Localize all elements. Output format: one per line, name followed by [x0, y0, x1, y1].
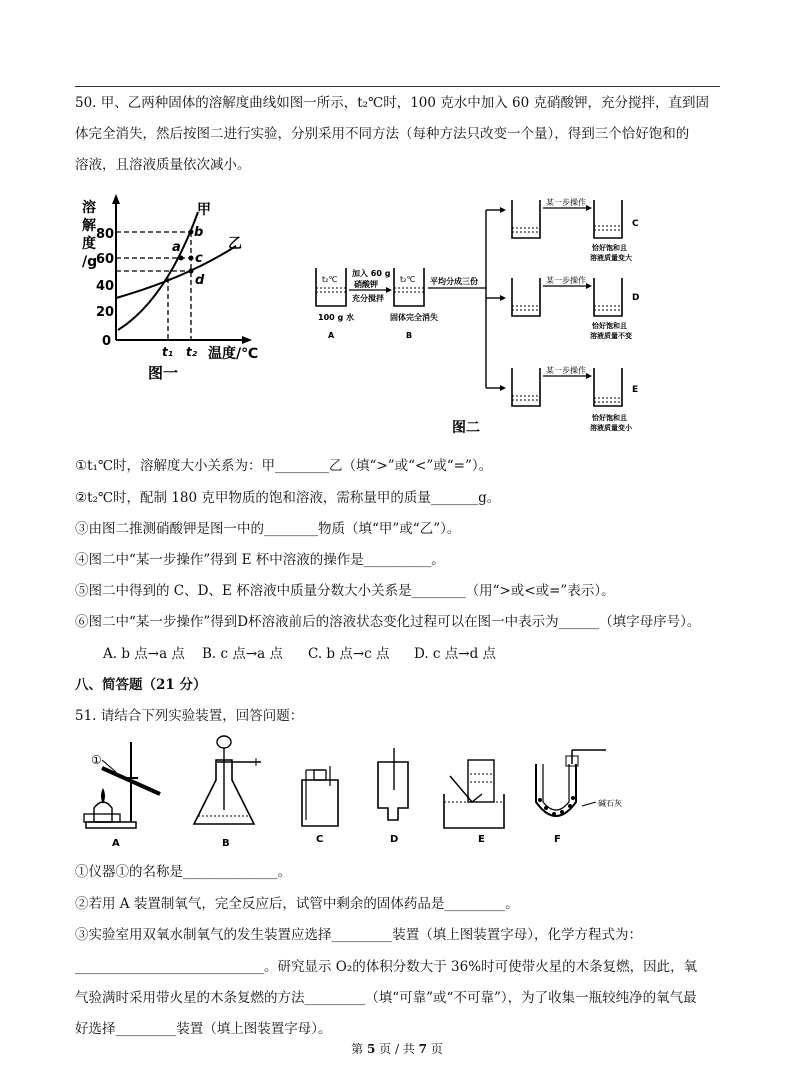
series-jia-label: 甲 [197, 202, 211, 218]
svg-text:恰好饱和且: 恰好饱和且 [592, 244, 627, 252]
q50-sub1: ①t₁℃时，溶解度大小关系为：甲________乙（填“>”或“<”或“=”）。 [75, 458, 493, 474]
q51-sub2: ②若用 A 装置制氧气，完全反应后，试管中剩余的固体药品是_________。 [75, 896, 519, 912]
q50-line3: 溶液，且溶液质量依次减小。 [75, 157, 251, 173]
label-c: c [195, 251, 203, 266]
point-a [179, 256, 184, 261]
figure-apparatus [76, 730, 636, 850]
svg-text:加入 60 g: 加入 60 g [352, 269, 391, 278]
ytick-40: 40 [96, 279, 115, 294]
beaker-a-label: 100 g 水 [318, 313, 354, 322]
soda-lime-label: 碱石灰 [598, 799, 622, 808]
q50-option-b: B. c 点→a 点 [202, 646, 284, 662]
q51-sub3b [75, 957, 697, 977]
figure-1-solubility-chart [76, 188, 276, 388]
apparatus-f-label: F [554, 834, 561, 845]
page-total: 7 [418, 1042, 428, 1056]
apparatus-e-label: E [478, 834, 485, 845]
figure-2-caption: 图二 [452, 420, 480, 436]
label-a: a [172, 240, 181, 255]
svg-text:硝酸钾: 硝酸钾 [354, 280, 378, 289]
q50-option-d: D. c 点→d 点 [414, 646, 497, 662]
q50-sub2: ②t₂℃时，配制 180 克甲物质的饱和溶液，需称量甲的质量_______g。 [75, 490, 501, 506]
apparatus-b-label: B [222, 838, 230, 849]
y-label-char-2: 解 [82, 218, 96, 234]
q50-sub4: ④图二中“某一步操作”得到 E 杯中溶液的操作是__________。 [75, 552, 445, 568]
q51-sub3b-text: 。研究显示 O₂的体积分数大于 36%时可使带火星的木条复燃，因此，氧 [264, 959, 698, 975]
label-b: b [194, 225, 204, 240]
page-number: 5 [366, 1042, 376, 1056]
x-axis-label: 温度/℃ [208, 346, 259, 362]
svg-text:某一步操作: 某一步操作 [546, 198, 586, 207]
svg-text:t₂℃: t₂℃ [400, 275, 416, 284]
ytick-0: 0 [102, 334, 112, 349]
marker-1: ① [91, 753, 102, 767]
section-8-title: 八、简答题（21 分） [75, 677, 207, 693]
svg-text:某一步操作: 某一步操作 [546, 366, 586, 375]
beaker-a-letter: A [328, 331, 335, 340]
q51-sub1: ①仪器①的名称是______________。 [75, 864, 291, 880]
q50-line1: 50. 甲、乙两种固体的溶解度曲线如图一所示，t₂℃时，100 克水中加入 60 克硝酸钾，充分搅拌，直到固 [75, 95, 710, 111]
svg-text:t₂℃: t₂℃ [322, 275, 338, 284]
svg-text:恰好饱和且: 恰好饱和且 [592, 414, 627, 422]
ytick-80: 80 [96, 227, 115, 242]
ytick-60: 60 [96, 252, 115, 267]
y-label-char-4: /g [82, 254, 98, 270]
q50-sub5: ⑤图二中得到的 C、D、E 杯溶液中质量分数大小关系是________（用“>或<或=”表示）。 [75, 583, 615, 599]
q51-line1: 51. 请结合下列实验装置，回答问题： [75, 708, 304, 724]
q50-sub3: ③由图二推测硝酸钾是图一中的________物质（填“甲”或“乙”）。 [75, 521, 461, 537]
figure-1-caption: 图一 [148, 364, 179, 382]
page-footer: 第 5 页 / 共 7 页 [351, 1042, 443, 1056]
q51-sub3d: 好选择_________装置（填上图装置字母）。 [75, 1021, 332, 1037]
beaker-e-letter: E [632, 385, 639, 395]
beaker-c-letter: C [632, 219, 639, 229]
svg-text:平均分成三份: 平均分成三份 [430, 277, 478, 286]
beaker-b-label: 固体完全消失 [390, 313, 438, 322]
apparatus-d-label: D [390, 834, 399, 845]
label-d: d [195, 273, 205, 288]
q51-sub3a: ③实验室用双氧水制氧气的发生装置应选择_________装置（填上图装置字母），化学方程式为： [75, 927, 642, 943]
svg-text:溶液质量变小: 溶液质量变小 [590, 424, 632, 432]
point-d [189, 269, 194, 274]
svg-text:某一步操作: 某一步操作 [546, 276, 586, 285]
xtick-t2: t₂ [186, 345, 197, 359]
figure-2-experiment-diagram [306, 188, 670, 443]
svg-text:溶液质量不变: 溶液质量不变 [590, 332, 632, 340]
svg-text:恰好饱和且: 恰好饱和且 [592, 322, 627, 330]
q50-line2: 体完全消失，然后按图二进行实验，分别采用不同方法（每种方法只改变一个量），得到三个恰好饱和的 [75, 126, 690, 142]
apparatus-c-label: C [316, 834, 324, 845]
y-label-char-3: 度 [82, 236, 96, 252]
header-rule [75, 86, 720, 87]
y-label-char-1: 溶 [82, 200, 96, 216]
svg-text:溶液质量变大: 溶液质量变大 [590, 254, 632, 262]
apparatus-a-label: A [112, 838, 120, 849]
xtick-t1: t₁ [162, 345, 173, 359]
point-c [189, 256, 194, 261]
series-yi-label: 乙 [228, 236, 242, 252]
ytick-20: 20 [96, 305, 115, 320]
point-b [189, 230, 194, 235]
q50-sub6: ⑥图二中“某一步操作”得到D杯溶液前后的溶液状态变化过程可以在图一中表示为______（填字母序号）。 [75, 614, 701, 630]
svg-text:充分搅拌: 充分搅拌 [352, 294, 384, 303]
q51-sub3c: 气验满时采用带火星的木条复燃的方法_________（填“可靠”或“不可靠”），为了收集一瓶较纯净的氧气最 [75, 990, 697, 1006]
beaker-d-letter: D [632, 293, 640, 303]
q50-option-a: A. b 点→a 点 [103, 646, 185, 662]
beaker-b-letter: B [406, 331, 413, 340]
equation-blank: ____________________________ [75, 959, 264, 975]
q50-option-c: C. b 点→c 点 [308, 646, 390, 662]
